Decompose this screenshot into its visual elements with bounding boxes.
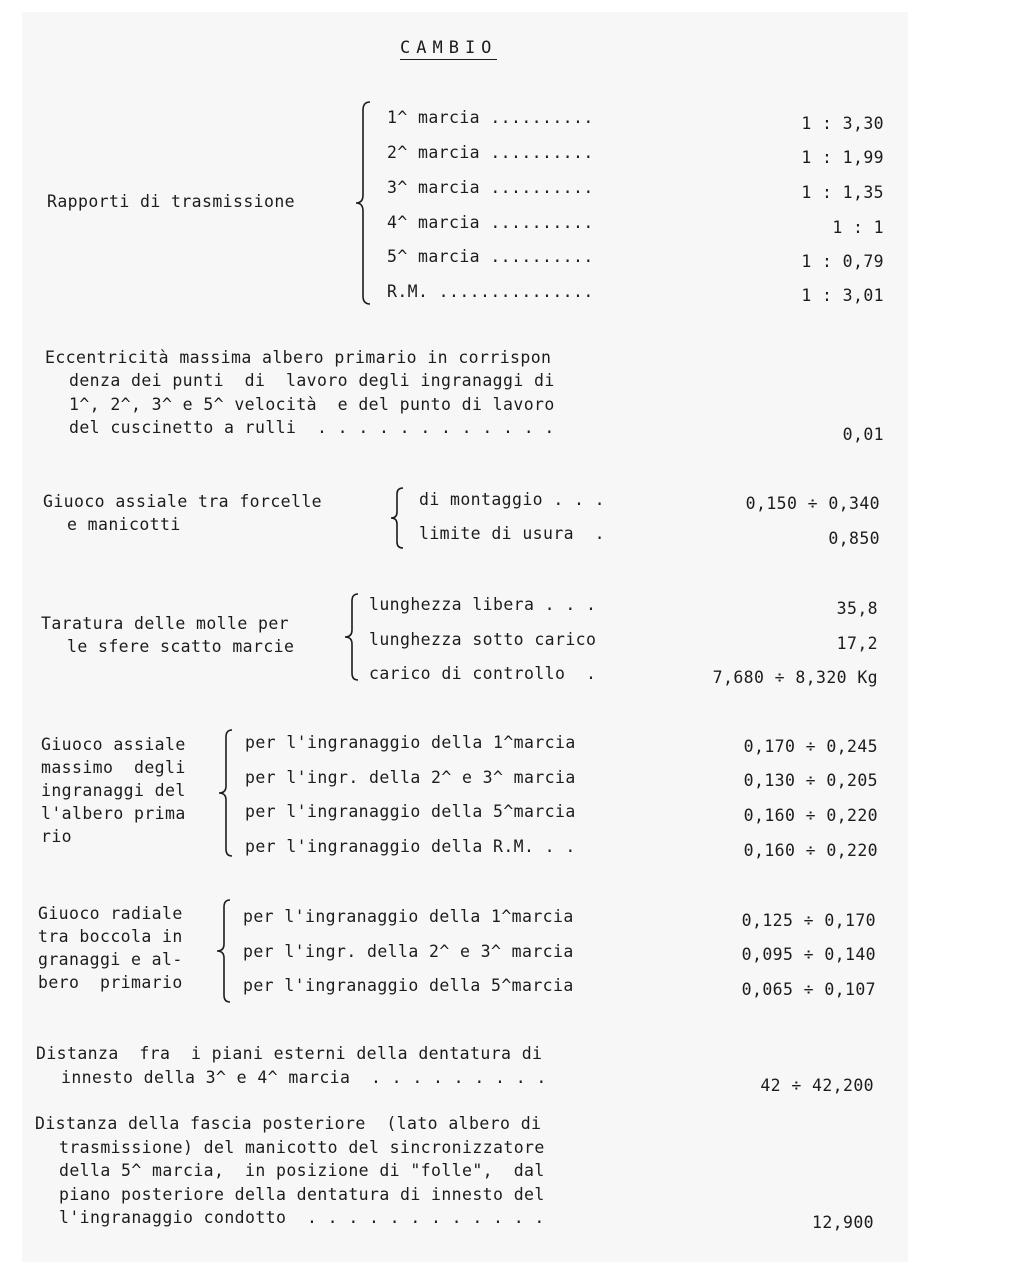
ratio-1: 1 : 3,30	[801, 114, 884, 133]
distanza-piani-line-1: Distanza fra i piani esterni della dentatura di	[36, 1044, 543, 1063]
forcelle-value-2: 0,850	[828, 529, 880, 548]
distanza-fascia-line-3: della 5^ marcia, in posizione di "folle", dal	[59, 1161, 545, 1180]
distanza-fascia-line-1: Distanza della fascia posteriore (lato albero di	[35, 1114, 542, 1133]
molle-row-3: carico di controllo .	[369, 664, 597, 683]
assiale-label-3: ingranaggi del	[41, 781, 186, 800]
molle-brace	[342, 592, 362, 682]
forcelle-label-1: Giuoco assiale tra forcelle	[43, 492, 323, 511]
ratio-4: 1 : 1	[832, 218, 884, 237]
gear-row-1: 1^ marcia ..........	[387, 108, 594, 127]
assiale-row-4: per l'ingranaggio della R.M. . .	[245, 837, 576, 856]
distanza-fascia-line-4: piano posteriore della dentatura di innesto del	[59, 1185, 545, 1204]
molle-value-3: 7,680 ÷ 8,320 Kg	[712, 668, 878, 687]
ratio-3: 1 : 1,35	[801, 183, 884, 202]
eccentricita-line-1: Eccentricità massima albero primario in corrispon	[45, 348, 552, 367]
assiale-row-1: per l'ingranaggio della 1^marcia	[245, 733, 576, 752]
distanza-fascia-line-5: l'ingranaggio condotto . . . . . . . . . . . .	[59, 1208, 545, 1227]
forcelle-row-2: limite di usura .	[419, 524, 606, 543]
eccentricita-line-3: 1^, 2^, 3^ e 5^ velocità e del punto di lavoro	[69, 395, 555, 414]
assiale-value-1: 0,170 ÷ 0,245	[743, 737, 878, 756]
radiale-row-2: per l'ingr. della 2^ e 3^ marcia	[243, 942, 574, 961]
molle-label-1: Taratura delle molle per	[41, 614, 290, 633]
radiale-label-4: bero primario	[38, 973, 183, 992]
radiale-value-1: 0,125 ÷ 0,170	[741, 911, 876, 930]
forcelle-brace	[388, 486, 406, 550]
assiale-label-5: rio	[41, 827, 73, 846]
assiale-value-2: 0,130 ÷ 0,205	[743, 771, 878, 790]
ratio-rm: 1 : 3,01	[801, 286, 884, 305]
ratio-5: 1 : 0,79	[801, 252, 884, 271]
assiale-label-4: l'albero prima	[41, 804, 186, 823]
page-title: CAMBIO	[400, 38, 498, 58]
rapporti-label: Rapporti di trasmissione	[47, 192, 296, 211]
gear-row-2: 2^ marcia ..........	[387, 143, 594, 162]
eccentricita-line-2: denza dei punti di lavoro degli ingranaggi di	[69, 371, 555, 390]
ratio-2: 1 : 1,99	[801, 148, 884, 167]
eccentricita-value: 0,01	[842, 425, 884, 444]
distanza-fascia-line-2: trasmissione) del manicotto del sincronizzatore	[59, 1138, 545, 1157]
distanza-piani-value: 42 ÷ 42,200	[760, 1076, 874, 1095]
forcelle-label-2: e manicotti	[67, 515, 181, 534]
forcelle-value-1: 0,150 ÷ 0,340	[745, 494, 880, 513]
assiale-value-3: 0,160 ÷ 0,220	[743, 806, 878, 825]
gear-row-3: 3^ marcia ..........	[387, 178, 594, 197]
distanza-fascia-value: 12,900	[811, 1213, 874, 1232]
assiale-value-4: 0,160 ÷ 0,220	[743, 841, 878, 860]
radiale-label-2: tra boccola in	[38, 927, 183, 946]
gear-row-4: 4^ marcia ..........	[387, 213, 594, 232]
radiale-label-1: Giuoco radiale	[38, 904, 183, 923]
assiale-row-2: per l'ingr. della 2^ e 3^ marcia	[245, 768, 576, 787]
gear-row-5: 5^ marcia ..........	[387, 247, 594, 266]
assiale-label-1: Giuoco assiale	[41, 735, 186, 754]
distanza-piani-line-2: innesto della 3^ e 4^ marcia . . . . . . . . .	[61, 1068, 547, 1087]
radiale-value-2: 0,095 ÷ 0,140	[741, 945, 876, 964]
molle-value-1: 35,8	[836, 599, 878, 618]
molle-value-2: 17,2	[836, 634, 878, 653]
molle-row-1: lunghezza libera . . .	[369, 595, 597, 614]
gear-row-rm: R.M. ...............	[387, 282, 594, 301]
molle-row-2: lunghezza sotto carico	[369, 630, 597, 649]
radiale-label-3: granaggi e al-	[38, 950, 183, 969]
rapporti-brace	[354, 100, 374, 306]
radiale-value-3: 0,065 ÷ 0,107	[741, 980, 876, 999]
molle-label-2: le sfere scatto marcie	[67, 637, 295, 656]
radiale-row-3: per l'ingranaggio della 5^marcia	[243, 976, 574, 995]
assiale-label-2: massimo degli	[41, 758, 186, 777]
radiale-row-1: per l'ingranaggio della 1^marcia	[243, 907, 574, 926]
assiale-row-3: per l'ingranaggio della 5^marcia	[245, 802, 576, 821]
radiale-brace	[214, 898, 234, 1004]
forcelle-row-1: di montaggio . . .	[419, 490, 606, 509]
eccentricita-line-4: del cuscinetto a rulli . . . . . . . . . . . .	[69, 418, 555, 437]
assiale-brace	[216, 728, 236, 858]
